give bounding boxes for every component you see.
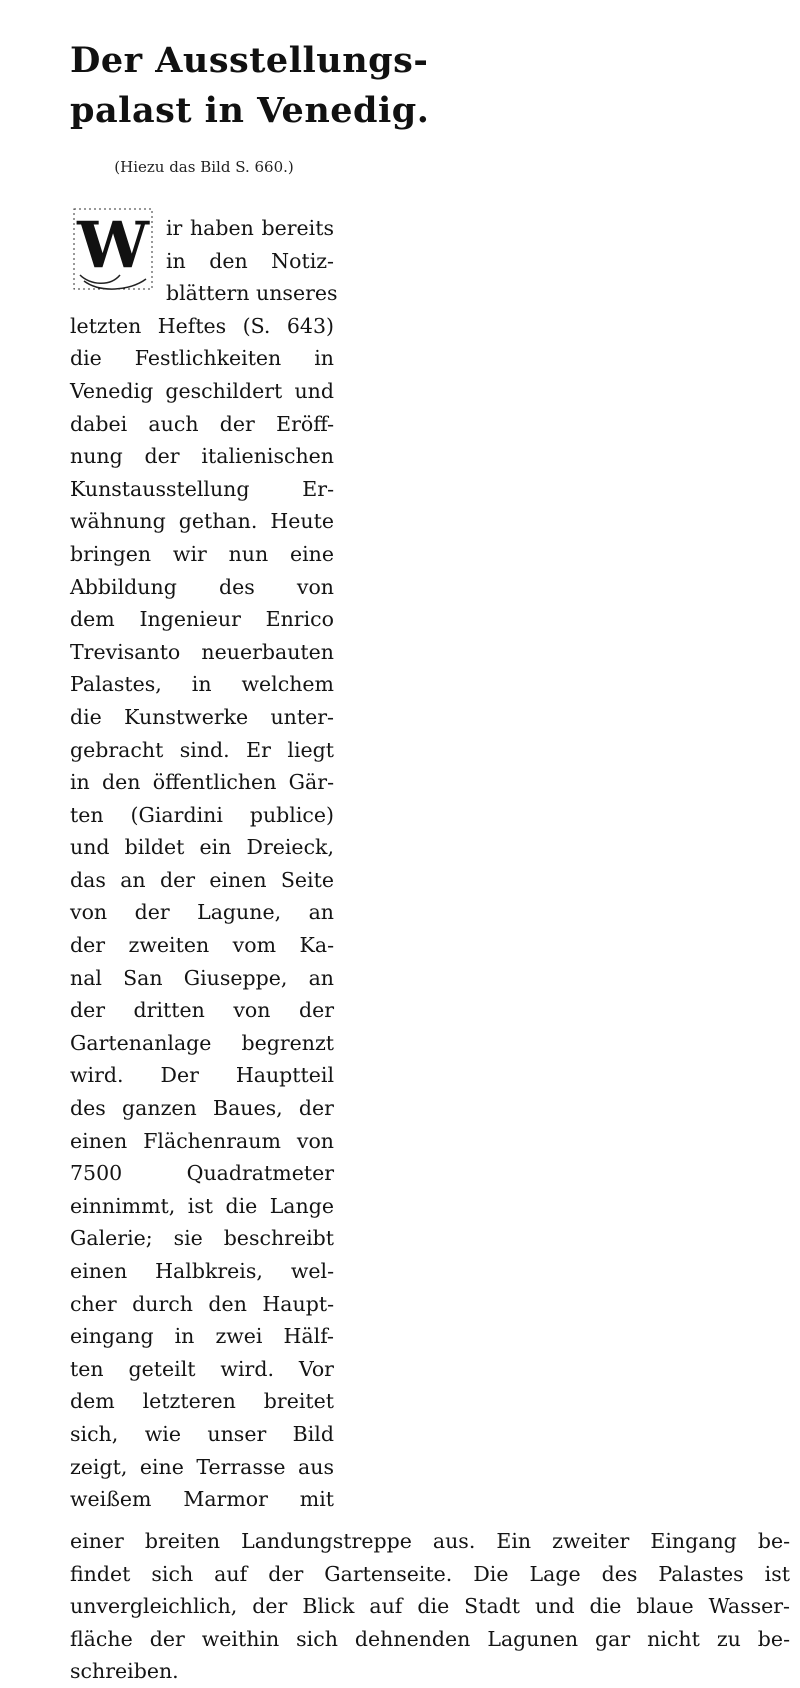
- text-line: einer breiten Landungstreppe aus. Ein zweiter Eingang be-: [70, 1529, 790, 1553]
- text-line: nal San Giuseppe, an: [70, 965, 334, 990]
- text-line: wird. Der Hauptteil: [70, 1063, 334, 1088]
- text-line: Galerie; sie beschreibt: [70, 1226, 334, 1251]
- text-line: unvergleichlich, der Blick auf die Stadt und die blaue Wasser-: [70, 1594, 790, 1619]
- text-line: zeigt, eine Terrasse aus: [70, 1454, 334, 1479]
- text-line: sich, wie unser Bild: [70, 1421, 334, 1446]
- text-line: Palastes, in welchem: [70, 672, 334, 697]
- text-line: schreiben.: [70, 1659, 179, 1684]
- text-line: dem letzteren breitet: [70, 1389, 334, 1414]
- text-line: weißem Marmor mit: [70, 1487, 334, 1512]
- text-line: das an der einen Seite: [70, 867, 334, 892]
- text-line: blättern unseres: [166, 281, 338, 306]
- text-line: wähnung gethan. Heute: [70, 509, 334, 534]
- article-subtitle: (Hiezu das Bild S. 660.): [114, 158, 294, 176]
- text-line: Venedig geschildert und: [70, 378, 334, 403]
- article-title: [70, 36, 430, 136]
- text-line: in den öffentlichen Gär-: [70, 770, 334, 795]
- text-line: Gartenanlage begrenzt: [70, 1030, 334, 1055]
- text-line: die Kunstwerke unter-: [70, 704, 334, 729]
- text-line: ir haben bereits: [166, 216, 334, 240]
- text-line: dem Ingenieur Enrico: [70, 607, 334, 632]
- text-line: Abbildung des von: [70, 574, 334, 599]
- title-line-2: palast in Venedig.: [70, 90, 430, 131]
- text-line: nung der italienischen: [70, 444, 334, 469]
- title-line-1: Der Ausstellungs-: [70, 40, 429, 81]
- text-line: einnimmt, ist die Lange: [70, 1193, 334, 1218]
- text-line: und bildet ein Dreieck,: [70, 835, 334, 860]
- text-line: fläche der weithin sich dehnenden Lagunen gar nicht zu be-: [70, 1626, 790, 1651]
- text-line: einen Flächenraum von: [70, 1128, 334, 1153]
- text-line: findet sich auf der Gartenseite. Die Lage des Palastes ist: [70, 1561, 790, 1586]
- text-line: Kunstausstellung Er-: [70, 476, 334, 501]
- text-line: dabei auch der Eröff-: [70, 411, 334, 436]
- text-line: von der Lagune, an: [70, 900, 334, 925]
- text-line: ten (Giardini publice): [70, 802, 334, 827]
- text-line: gebracht sind. Er liegt: [70, 737, 334, 762]
- text-line: des ganzen Baues, der: [70, 1096, 334, 1121]
- text-line: ten geteilt wird. Vor: [70, 1356, 334, 1381]
- text-line: der dritten von der: [70, 998, 334, 1023]
- text-line: der zweiten vom Ka-: [70, 933, 334, 958]
- text-line: in den Notiz-: [166, 248, 334, 273]
- text-line: bringen wir nun eine: [70, 541, 334, 566]
- text-line: einen Halbkreis, wel-: [70, 1259, 334, 1283]
- text-line: eingang in zwei Hälf-: [70, 1324, 334, 1349]
- article-full-width-paragraph: [70, 1525, 790, 1688]
- text-line: letzten Heftes (S. 643): [70, 313, 334, 338]
- article-column: [70, 212, 338, 1516]
- text-line: Trevisanto neuerbauten: [70, 639, 334, 664]
- text-line: die Festlichkeiten in: [70, 346, 334, 371]
- text-line: 7500 Quadratmeter: [70, 1161, 334, 1186]
- drop-cap-letter: W: [77, 208, 149, 283]
- text-line: cher durch den Haupt-: [70, 1291, 334, 1316]
